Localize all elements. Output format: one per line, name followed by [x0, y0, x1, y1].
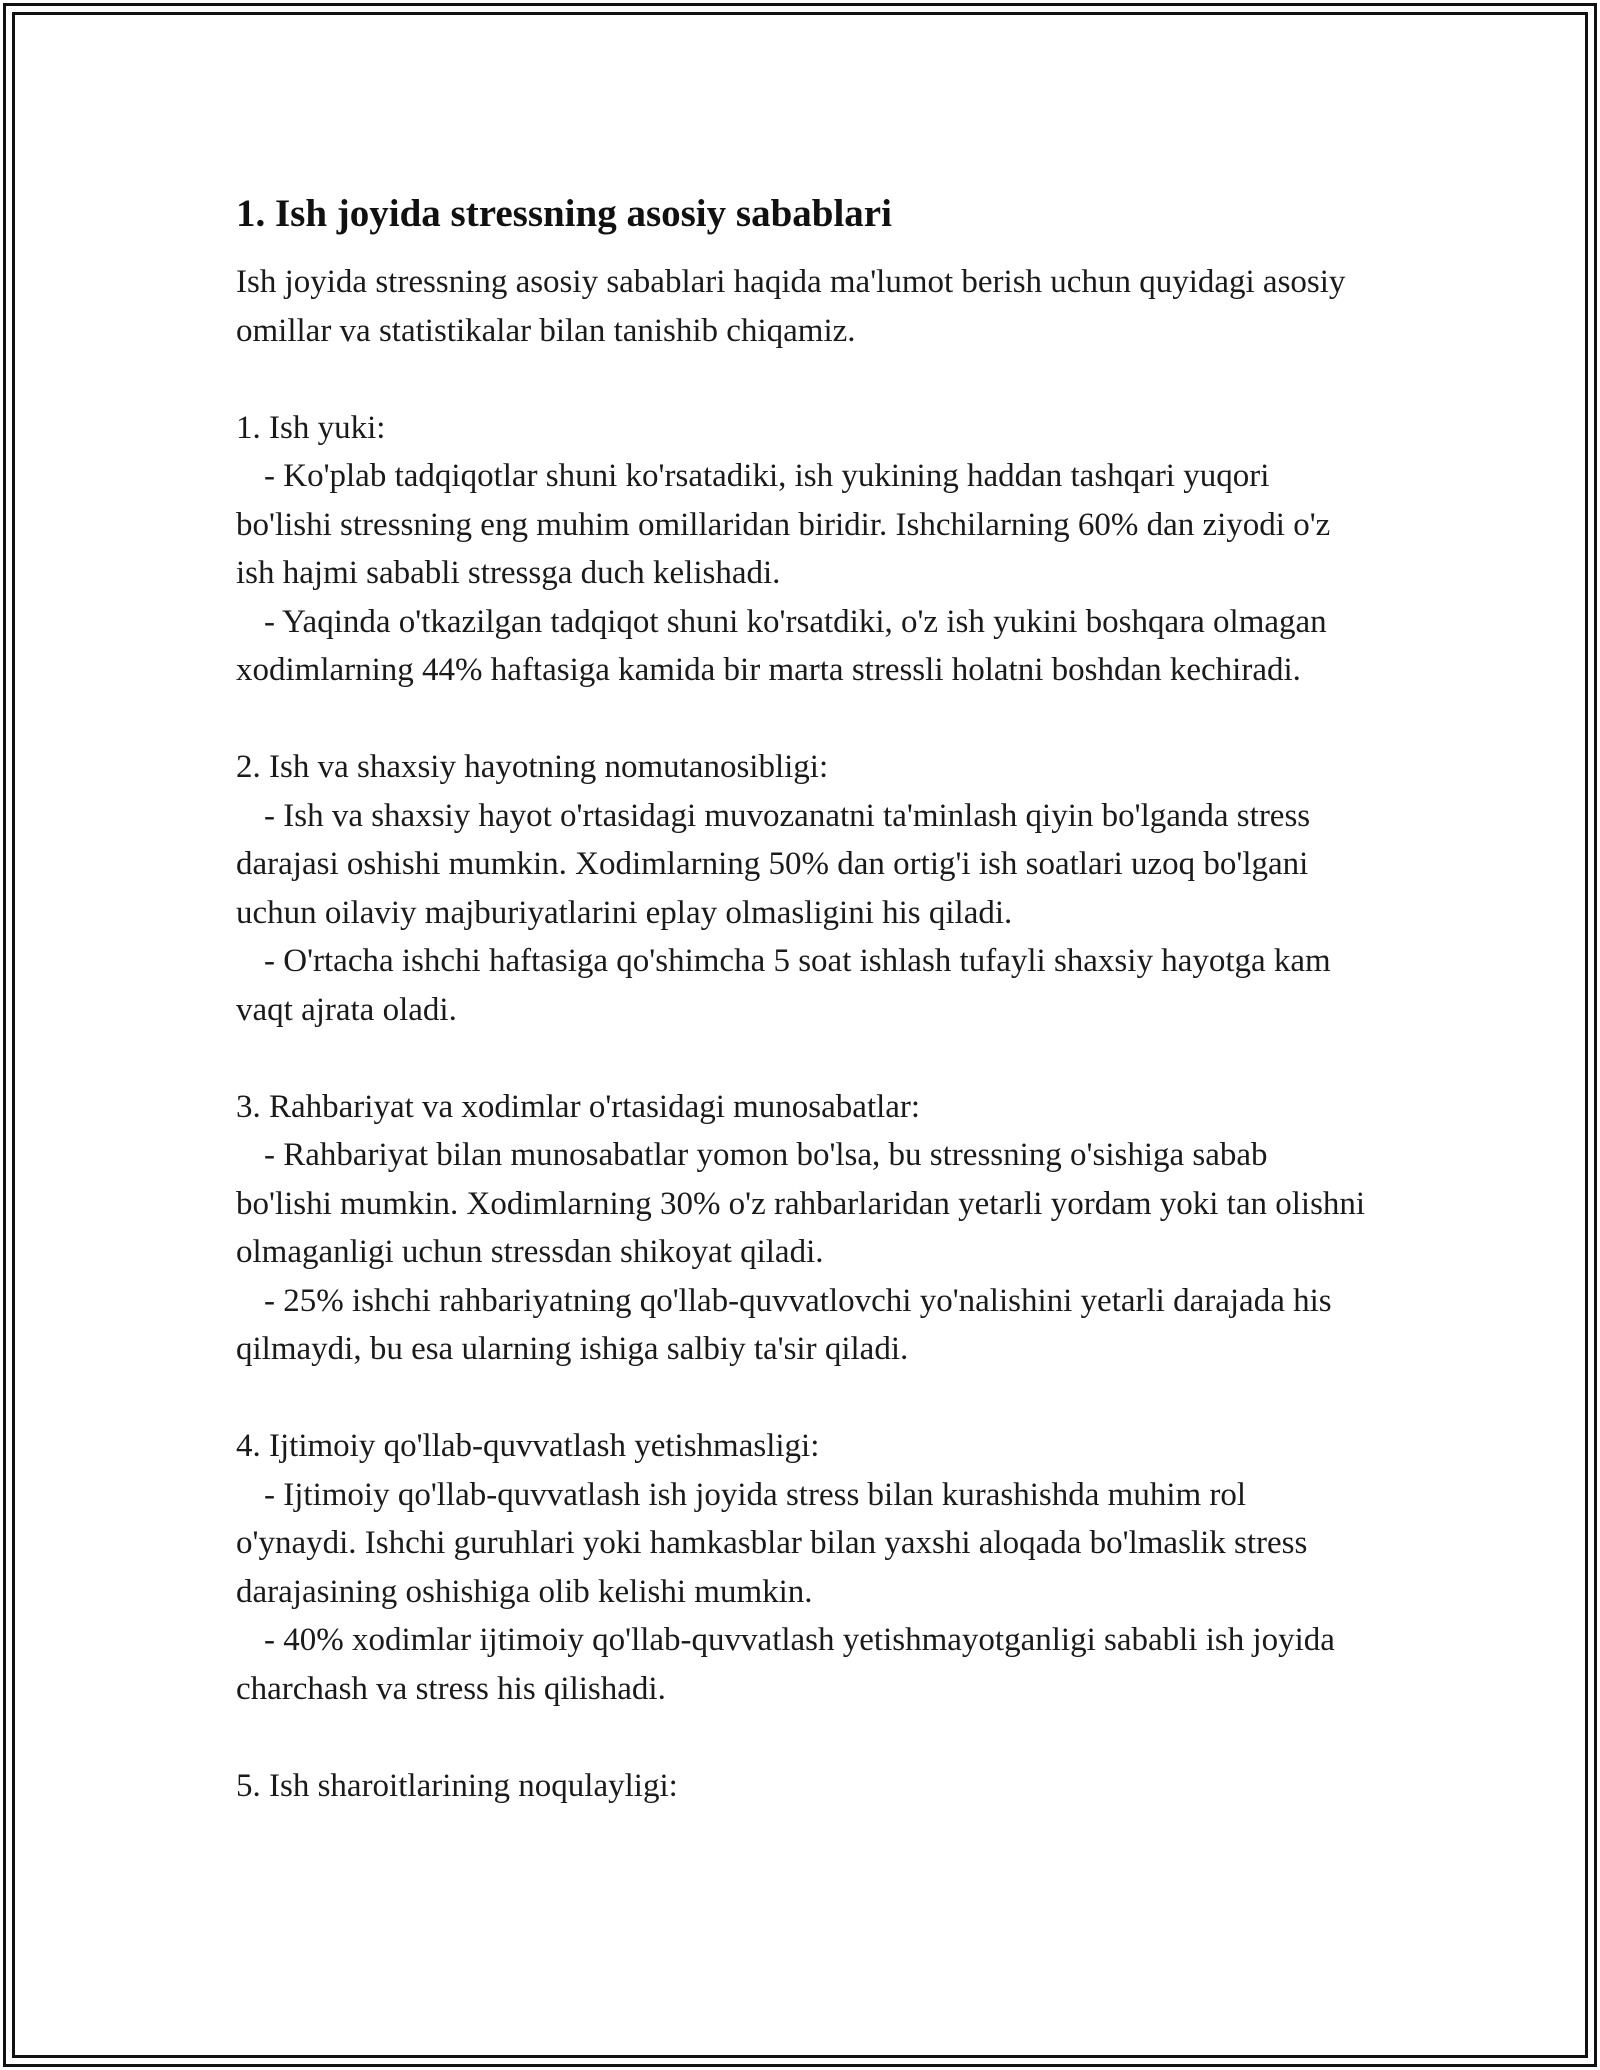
section-4	[236, 1422, 1366, 1713]
section-bullet: - 40% xodimlar ijtimoiy qo'llab-quvvatlash yetishmayotganligi sababli ish joyida charchash va stress his qilishadi.	[236, 1622, 1335, 1707]
spacer	[236, 1034, 1366, 1083]
section-heading: 3. Rahbariyat va xodimlar o'rtasidagi munosabatlar:	[236, 1088, 921, 1125]
section-bullet: - 25% ishchi rahbariyatning qo'llab-quvvatlovchi yo'nalishini yetarli darajada his qilmaydi, bu esa ularning ishiga salbiy ta'sir qiladi.	[236, 1282, 1332, 1367]
spacer	[236, 355, 1366, 404]
section-heading: 5. Ish sharoitlarining noqulayligi:	[236, 1767, 678, 1804]
section-heading: 1. Ish yuki:	[236, 409, 386, 446]
section-bullet: - Ko'plab tadqiqotlar shuni ko'rsatadiki, ish yukining haddan tashqari yuqori bo'lishi stressning eng muhim omillaridan biridir. Ishchilarning 60% dan ziyodi o'z ish hajmi sababli stressga duch kelishadi.	[236, 458, 1331, 591]
section-bullet: - O'rtacha ishchi haftasiga qo'shimcha 5 soat ishlash tufayli shaxsiy hayotga kam vaqt ajrata oladi.	[236, 943, 1331, 1028]
section-bullet: - Yaqinda o'tkazilgan tadqiqot shuni ko'rsatdiki, o'z ish yukini boshqara olmagan xodimlarning 44% haftasiga kamida bir marta stressli holatni boshdan kechiradi.	[236, 603, 1327, 688]
section-1	[236, 404, 1366, 695]
intro-paragraph: Ish joyida stressning asosiy sabablari haqida ma'lumot berish uchun quyidagi asosiy omillar va statistikalar bilan tanishib chiqamiz.	[236, 264, 1346, 349]
section-heading: 4. Ijtimoiy qo'llab-quvvatlash yetishmasligi:	[236, 1428, 820, 1464]
spacer	[236, 1374, 1366, 1423]
section-heading: 2. Ish va shaxsiy hayotning nomutanosibligi:	[236, 749, 829, 785]
section-bullet: - Ish va shaxsiy hayot o'rtasidagi muvozanatni ta'minlash qiyin bo'lganda stress darajasi oshishi mumkin. Xodimlarning 50% dan ortig'i ish soatlari uzoq bo'lgani uchun oilaviy majburiyatlarini eplay olmasligini his qiladi.	[236, 797, 1311, 931]
section-bullet: - Rahbariyat bilan munosabatlar yomon bo'lsa, bu stressning o'sishiga sabab bo'lishi mumkin. Xodimlarning 30% o'z rahbarlaridan yetarli yordam yoki tan olishni olmaganligi uchun stressdan shikoyat qiladi.	[236, 1137, 1366, 1270]
section-2	[236, 743, 1366, 1034]
spacer	[236, 695, 1366, 744]
section-bullet: - Ijtimoiy qo'llab-quvvatlash ish joyida stress bilan kurashishda muhim rol o'ynaydi. Ishchi guruhlari yoki hamkasblar bilan yaxshi aloqada bo'lmaslik stress darajasining oshishiga olib kelishi mumkin.	[236, 1476, 1308, 1610]
spacer	[236, 1713, 1366, 1762]
document-body	[236, 188, 1366, 1810]
document-title: 1. Ish joyida stressning asosiy sabablari	[236, 192, 892, 235]
section-5	[236, 1762, 1366, 1811]
section-3	[236, 1083, 1366, 1374]
